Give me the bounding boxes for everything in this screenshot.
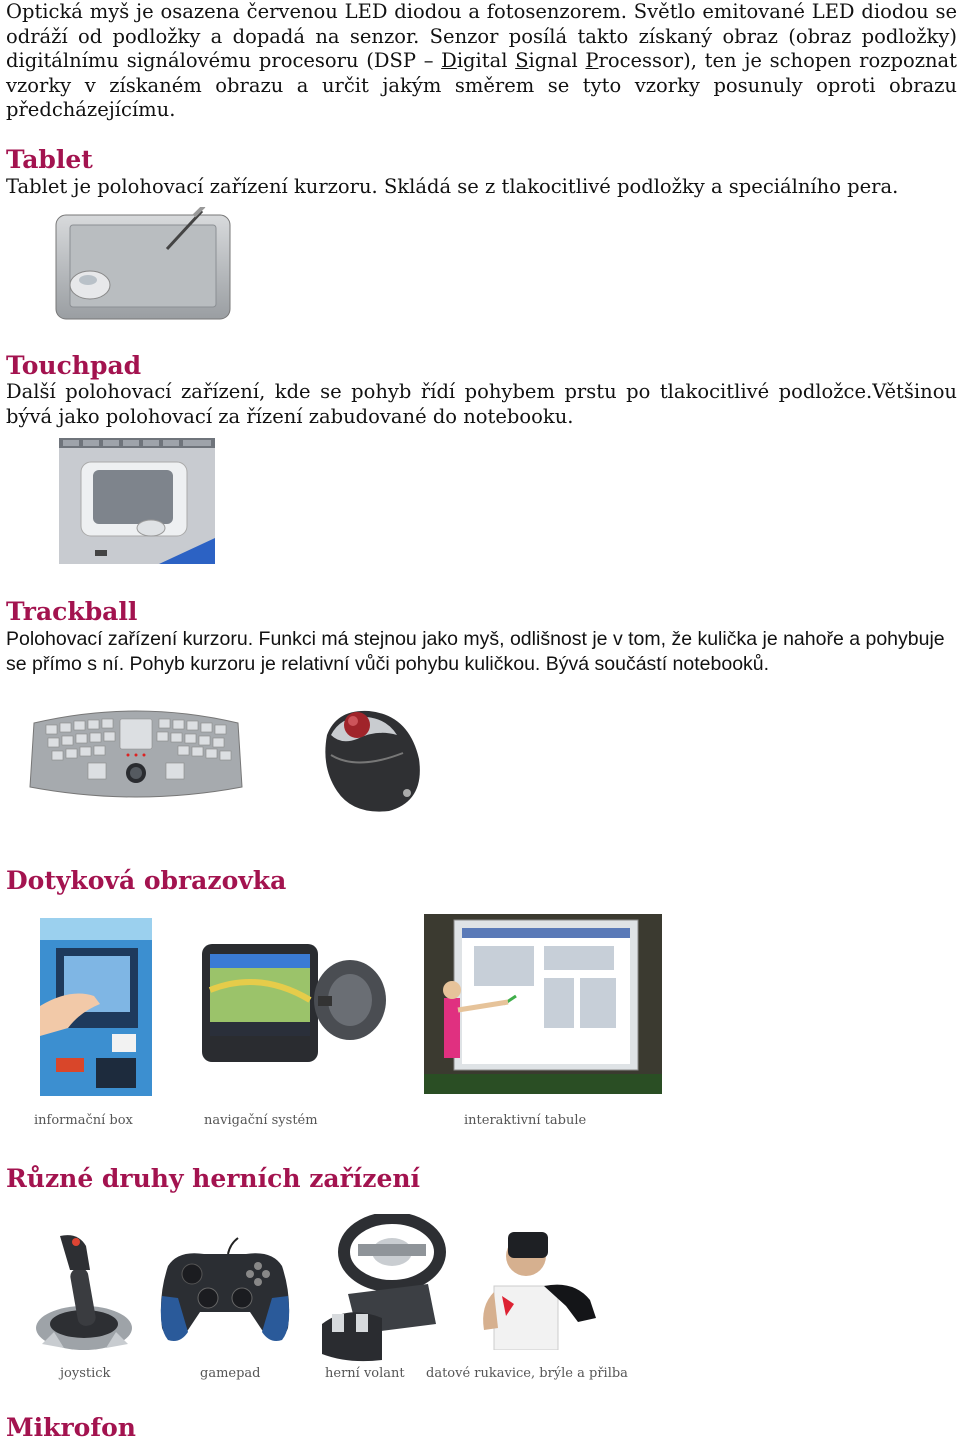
heading-touchpad: Touchpad	[6, 351, 142, 380]
vr-gear-image	[474, 1226, 602, 1350]
dsp-letter-p: P	[585, 49, 599, 72]
caption-steering-wheel: herní volant	[325, 1366, 405, 1381]
touchpad-text: Další polohovací zařízení, kde se pohyb řídí pohybem prstu po tlakocitlivé podložce.Většinou bývá jako polohovací za řízení zabudované do notebooku.	[6, 380, 957, 428]
dsp-letter-s: S	[515, 49, 529, 72]
info-box-image	[40, 918, 152, 1096]
heading-touchscreen: Dotyková obrazovka	[6, 866, 287, 895]
caption-info-box: informační box	[34, 1113, 133, 1128]
joystick-image	[34, 1232, 136, 1356]
intro-paragraph	[6, 0, 957, 123]
navigation-system-image	[200, 940, 390, 1068]
heading-tablet: Tablet	[6, 145, 93, 174]
interactive-board-image	[424, 914, 662, 1094]
trackball-mouse-image	[317, 705, 425, 815]
heading-microphone: Mikrofon	[6, 1413, 136, 1442]
gamepad-image	[158, 1236, 292, 1346]
trackball-keyboard-image	[28, 703, 244, 803]
caption-vr-gear: datové rukavice, brýle a přilba	[426, 1366, 628, 1381]
dsp-word-1: igital	[456, 49, 516, 72]
caption-navigation-system: navigační systém	[204, 1113, 318, 1128]
heading-gaming-devices: Různé druhy herních zařízení	[6, 1164, 421, 1193]
caption-interactive-board: interaktivní tabule	[464, 1113, 587, 1128]
heading-trackball: Trackball	[6, 597, 138, 626]
intro-text-1: Optická myš je osazena červenou LED diodou a fotosenzorem. Světlo emitované LED diodou se odráží od podložky a dopadá na senzor. Senzor posílá takto získaný obraz (obraz podložky) digitálnímu signálovému procesoru (DSP –	[6, 0, 957, 72]
dsp-word-2: ignal	[528, 49, 586, 72]
dsp-letter-d: D	[441, 49, 457, 72]
touchpad-image	[59, 438, 215, 564]
caption-joystick: joystick	[60, 1366, 111, 1381]
intro-text-2: ), ten je schopen rozpoznat vzorky v získaném obrazu a určit jakým směrem se tyto vzorky posunuly oproti obrazu předcházejícímu.	[6, 49, 957, 121]
steering-wheel-image	[318, 1214, 448, 1364]
trackball-text: Polohovací zařízení kurzoru. Funkci má stejnou jako myš, odlišnost je v tom, že kulička je nahoře a pohybuje se přímo s ní. Pohyb kurzoru je relativní vůči pohybu kuličkou. Bývá součástí notebooků.	[6, 628, 945, 675]
dsp-word-3: rocessor	[598, 49, 684, 72]
caption-gamepad: gamepad	[200, 1366, 261, 1381]
tablet-image	[52, 207, 234, 325]
tablet-text: Tablet je polohovací zařízení kurzoru. Skládá se z tlakocitlivé podložky a speciálního pera.	[6, 175, 899, 198]
